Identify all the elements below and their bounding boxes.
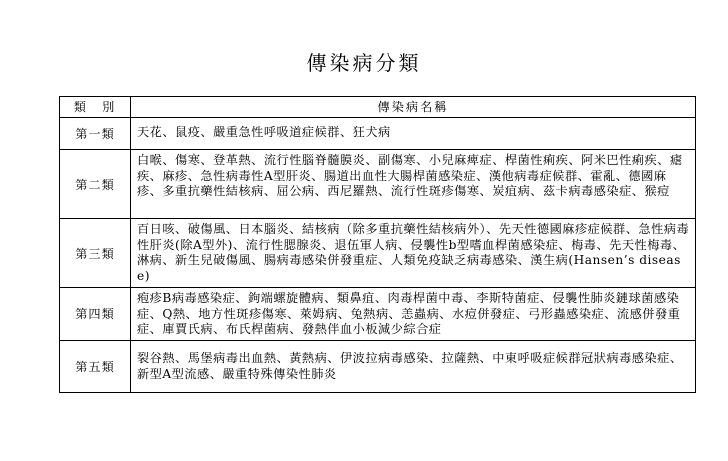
disease-classification-table [59, 96, 696, 393]
table-row [60, 150, 696, 219]
class-label: 第二類 [60, 150, 131, 219]
class-label: 第五類 [60, 340, 131, 392]
disease-names: 百日咳、破傷風、日本腦炎、結核病（除多重抗藥性結核病外）、先天性德國麻疹症候群、急性病毒性肝炎(除A型外)、流行性腮腺炎、退伍軍人病、侵襲性b型嗜血桿菌感染症、梅毒、先天性梅毒、淋病、新生兒破傷風、腸病毒感染併發重症、人類免疫缺乏病毒感染、漢生病(Hansen’s disease) [131, 219, 696, 288]
class-label: 第四類 [60, 288, 131, 341]
disease-names: 疱疹B病毒感染症、鉤端螺旋體病、類鼻疽、肉毒桿菌中毒、李斯特菌症、侵襲性肺炎鏈球菌感染症、Q熱、地方性斑疹傷寒、萊姆病、兔熱病、恙蟲病、水痘併發症、弓形蟲感染症、流感併發重症、庫賈氏病、布氏桿菌病、發熱伴血小板減少綜合症 [131, 288, 696, 341]
disease-names: 裂谷熱、馬堡病毒出血熱、黃熱病、伊波拉病毒感染、拉薩熱、中東呼吸症候群冠狀病毒感染症、新型A型流感、嚴重特殊傳染性肺炎 [131, 340, 696, 392]
disease-names: 白喉、傷寒、登革熱、流行性腦脊髓膜炎、副傷寒、小兒麻痺症、桿菌性痢疾、阿米巴性痢疾、瘧疾、麻疹、急性病毒性A型肝炎、腸道出血性大腸桿菌感染症、漢他病毒症候群、霍亂、德國麻疹、多重抗藥性結核病、屈公病、西尼羅熱、流行性斑疹傷寒、炭疽病、茲卡病毒感染症、猴痘 [131, 150, 696, 219]
table-row [60, 288, 696, 341]
disease-names: 天花、鼠疫、嚴重急性呼吸道症候群、狂犬病 [131, 118, 696, 150]
table-row [60, 118, 696, 150]
table-header-row [60, 97, 696, 118]
page-title: 傳染病分類 [306, 51, 422, 75]
class-label: 第一類 [60, 118, 131, 150]
table-row [60, 340, 696, 392]
header-class: 類 別 [60, 97, 131, 118]
class-label: 第三類 [60, 219, 131, 288]
header-disease-names: 傳染病名稱 [131, 97, 696, 118]
table-row [60, 219, 696, 288]
